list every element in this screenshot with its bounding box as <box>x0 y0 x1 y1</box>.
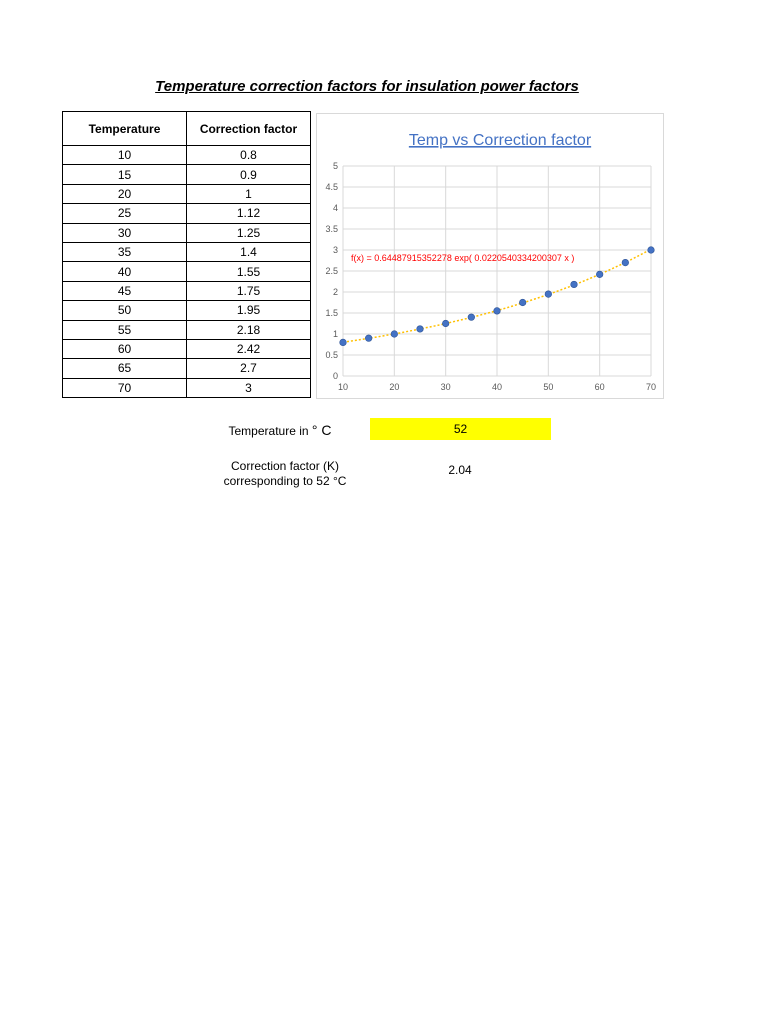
temperature-label-text: Temperature in <box>228 424 309 438</box>
cell-correction-factor[interactable]: 1.75 <box>187 281 311 300</box>
data-point <box>519 299 526 306</box>
cell-correction-factor[interactable]: 2.7 <box>187 359 311 378</box>
cell-correction-factor[interactable]: 0.8 <box>187 146 311 165</box>
cell-correction-factor[interactable]: 1.4 <box>187 242 311 261</box>
table-header-row <box>63 112 311 146</box>
cell-correction-factor[interactable]: 1.95 <box>187 301 311 320</box>
cell-temperature[interactable]: 45 <box>63 281 187 300</box>
x-tick-label: 50 <box>543 382 554 392</box>
header-temperature[interactable]: Temperature <box>63 112 187 146</box>
y-tick-label: 0 <box>332 371 338 381</box>
data-point <box>468 314 475 321</box>
table-row <box>63 339 311 358</box>
cell-correction-factor[interactable]: 2.18 <box>187 320 311 339</box>
cell-temperature[interactable]: 70 <box>63 378 187 397</box>
scatter-chart <box>317 114 663 398</box>
x-tick-label: 10 <box>337 382 349 392</box>
sheet-title: Temperature correction factors for insulation power factors <box>155 78 579 95</box>
x-tick-label: 70 <box>645 382 657 392</box>
temperature-label <box>180 422 380 438</box>
data-point <box>442 320 449 327</box>
cell-temperature[interactable]: 65 <box>63 359 187 378</box>
trendline-equation: f(x) = 0.64487915352278 exp( 0.0220540334200307 x ) <box>351 253 575 263</box>
y-tick-label: 5 <box>332 161 338 171</box>
correction-factor-result[interactable]: 2.04 <box>448 463 472 477</box>
y-tick-label: 3 <box>332 245 338 255</box>
chart-title: Temp vs Correction factor <box>408 132 592 149</box>
data-point <box>494 308 501 315</box>
cell-correction-factor[interactable]: 1.55 <box>187 262 311 281</box>
table-row <box>63 301 311 320</box>
cell-temperature[interactable]: 35 <box>63 242 187 261</box>
correction-factor-label-line1: Correction factor (K) <box>230 459 340 473</box>
x-tick-label: 30 <box>440 382 451 392</box>
cell-temperature[interactable]: 20 <box>63 184 187 203</box>
table-row <box>63 146 311 165</box>
data-point <box>571 281 578 288</box>
data-point <box>596 271 603 278</box>
x-tick-label: 40 <box>491 382 503 392</box>
y-tick-label: 0.5 <box>325 350 338 360</box>
cell-temperature[interactable]: 60 <box>63 339 187 358</box>
cell-temperature[interactable]: 10 <box>63 146 187 165</box>
data-point <box>545 291 552 298</box>
data-point <box>417 326 424 333</box>
cell-correction-factor[interactable]: 2.42 <box>187 339 311 358</box>
header-correction-factor[interactable]: Correction factor <box>187 112 311 146</box>
y-tick-label: 4.5 <box>325 182 338 192</box>
cell-temperature[interactable]: 30 <box>63 223 187 242</box>
y-tick-label: 3.5 <box>325 224 338 234</box>
cell-correction-factor[interactable]: 0.9 <box>187 165 311 184</box>
x-tick-label: 20 <box>389 382 400 392</box>
cell-correction-factor[interactable]: 1.12 <box>187 204 311 223</box>
cell-correction-factor[interactable]: 3 <box>187 378 311 397</box>
cell-correction-factor[interactable]: 1 <box>187 184 311 203</box>
y-tick-label: 1.5 <box>325 308 338 318</box>
data-point <box>648 247 655 254</box>
table-body <box>63 146 311 398</box>
table-row <box>63 165 311 184</box>
temperature-input-cell[interactable]: 52 <box>370 418 551 440</box>
table-row <box>63 204 311 223</box>
x-tick-label: 60 <box>594 382 605 392</box>
data-point <box>622 259 629 266</box>
cell-temperature[interactable]: 55 <box>63 320 187 339</box>
y-tick-label: 2.5 <box>325 266 338 276</box>
data-point <box>340 339 347 346</box>
data-point <box>391 331 398 338</box>
y-tick-label: 4 <box>332 203 338 213</box>
table-row <box>63 359 311 378</box>
table-row <box>63 184 311 203</box>
chart-area[interactable] <box>316 113 664 399</box>
cell-temperature[interactable]: 25 <box>63 204 187 223</box>
cell-temperature[interactable]: 50 <box>63 301 187 320</box>
y-tick-label: 1 <box>332 329 338 339</box>
table-row <box>63 320 311 339</box>
table-row <box>63 378 311 397</box>
data-table <box>62 111 311 398</box>
y-tick-label: 2 <box>332 287 338 297</box>
cell-temperature[interactable]: 40 <box>63 262 187 281</box>
correction-factor-label-line2: corresponding to 52 °C <box>223 474 347 488</box>
table-row <box>63 281 311 300</box>
table-row <box>63 223 311 242</box>
temperature-unit: ° C <box>311 422 332 438</box>
correction-factor-label <box>180 459 390 489</box>
table-row <box>63 242 311 261</box>
cell-correction-factor[interactable]: 1.25 <box>187 223 311 242</box>
table-row <box>63 262 311 281</box>
data-point <box>365 335 372 342</box>
cell-temperature[interactable]: 15 <box>63 165 187 184</box>
